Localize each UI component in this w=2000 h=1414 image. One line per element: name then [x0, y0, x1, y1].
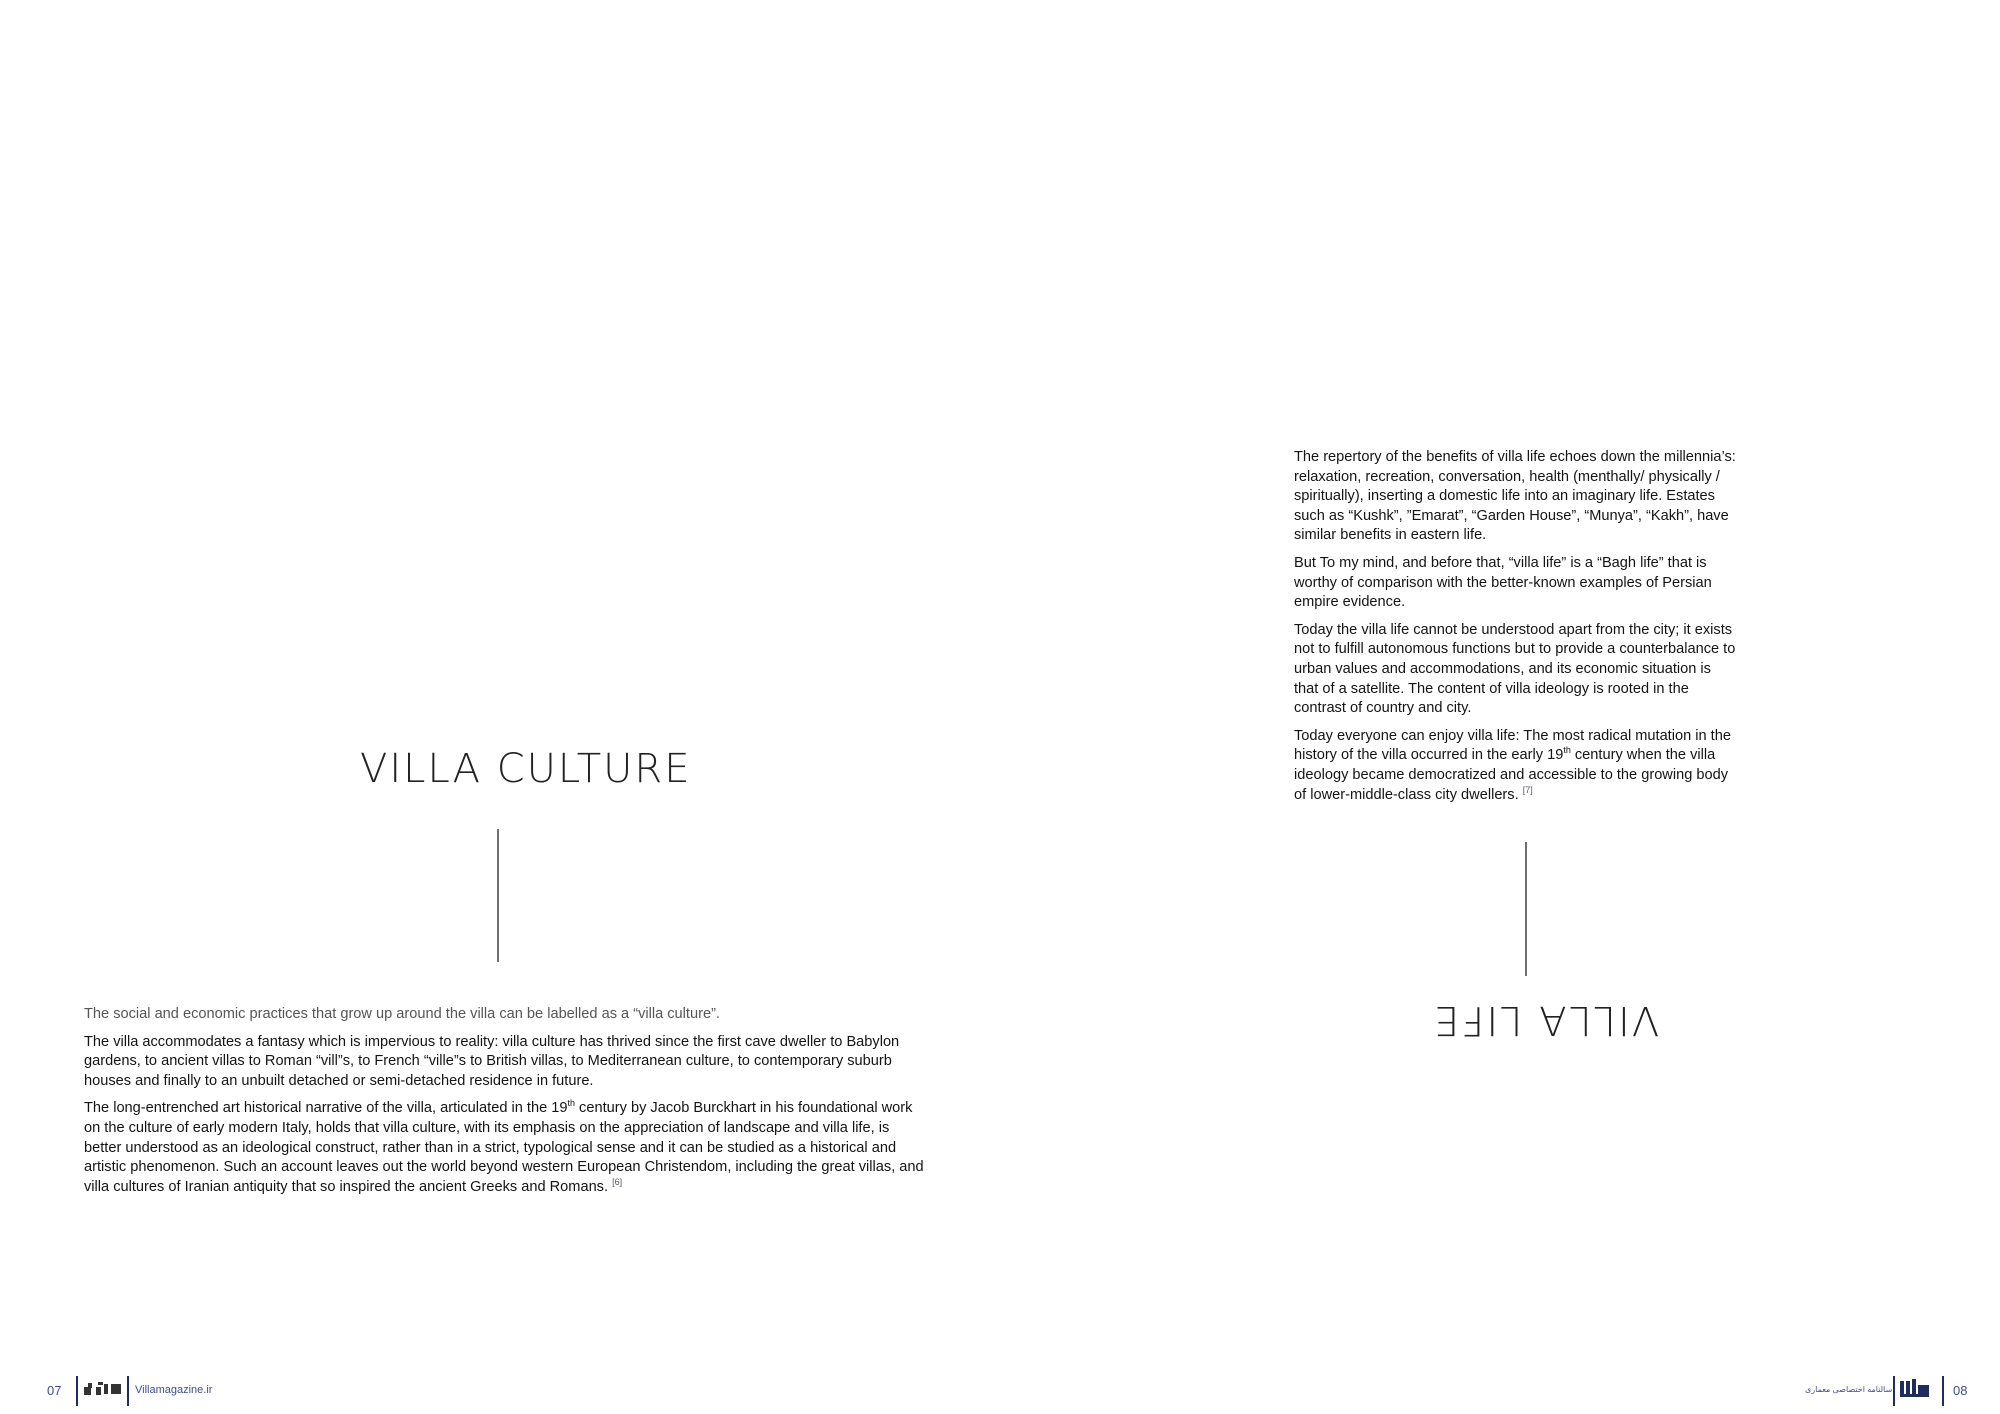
- right-paragraph-4: [1294, 727, 1739, 805]
- right-paragraph-4-text-a: Today everyone can enjoy villa life: The most radical mutation in the history of the villa occurred in the early 19: [1294, 727, 1731, 764]
- left-title-divider: [497, 829, 499, 962]
- left-paragraph-3: [84, 1099, 924, 1197]
- left-paragraph-3-text-a: The long-entrenched art historical narrative of the villa, articulated in the 19: [84, 1100, 568, 1117]
- right-footer-rule-1: [1893, 1376, 1895, 1406]
- right-footnote-ref[interactable]: [7]: [1522, 784, 1533, 795]
- right-paragraph-1: The repertory of the benefits of villa life echoes down the millennia’s: relaxation, recreation, conversation, health (menthally/ physically / spiritually), inserting a domestic life into an imaginary life. Estates such as “Kushk”, ”Emarat”, “Garden House”, “Munya”, “Kakh”, have similar benefits in eastern life.: [1294, 449, 1736, 544]
- right-title-divider: [1525, 842, 1527, 976]
- right-villa-logo-icon[interactable]: [1900, 1377, 1930, 1399]
- right-footer-rule-2: [1942, 1376, 1944, 1406]
- left-paragraph-2: The villa accommodates a fantasy which is impervious to reality: villa culture has thrived since the first cave dweller to Babylon gardens, to ancient villas to Roman “vill”s, to French “ville”s to British villas, to Mediterranean culture, to contemporary suburb houses and finally to an unbuilt detached or semi-detached residence in future.: [84, 1033, 900, 1089]
- left-paragraph-3-sup: th: [567, 1098, 575, 1109]
- left-villa-logo-icon[interactable]: [84, 1381, 122, 1397]
- right-body-text: [1294, 448, 1739, 813]
- right-page-number: 08: [1953, 1383, 1968, 1398]
- left-page-title: VILLA CULTURE: [360, 746, 692, 792]
- right-paragraph-4-text-b: century when the villa ideology became democratized and accessible to the growing body of lower-middle-class city dwellers.: [1294, 747, 1729, 803]
- right-paragraph-2: But To my mind, and before that, “villa life” is a “Bagh life” that is worthy of comparison with the better-known examples of Persian empire evidence.: [1294, 554, 1712, 611]
- left-footer-rule-2: [127, 1376, 129, 1406]
- left-page-number: 07: [47, 1383, 62, 1398]
- left-paragraph-1: The social and economic practices that grow up around the villa can be labelled as a “villa culture”.: [84, 1006, 720, 1022]
- left-paragraph-3-text-b: century by Jacob Burckhart in his foundational work on the culture of early modern Italy, holds that villa culture, with its emphasis on the appreciation of landscape and villa life, is better understood as an ideological construct, rather than in a strict, typological sense and it can be studied as a historical and artistic phenomenon. Such an account leaves out the world beyond western European Christendom, including the great villas, and villa cultures of Iranian antiquity that so inspired the ancient Greeks and Romans.: [84, 1100, 924, 1195]
- right-tagline: سالنامه اختصاصی معماری: [1805, 1385, 1893, 1394]
- right-paragraph-3: Today the villa life cannot be understood apart from the city; it exists not to fulfill autonomous functions but to provide a counterbalance to urban values and accommodations, and its economic situation is that of a satellite. The content of villa ideology is rooted in the contrast of country and city.: [1294, 621, 1736, 717]
- right-paragraph-4-sup: th: [1563, 745, 1571, 756]
- left-footer-rule-1: [76, 1376, 78, 1406]
- right-page-title-inverted: VILLA LIFE: [1432, 997, 1660, 1043]
- left-site-link[interactable]: Villamagazine.ir: [135, 1384, 213, 1396]
- left-footnote-ref[interactable]: [6]: [612, 1176, 623, 1187]
- left-body-text: [84, 1005, 924, 1205]
